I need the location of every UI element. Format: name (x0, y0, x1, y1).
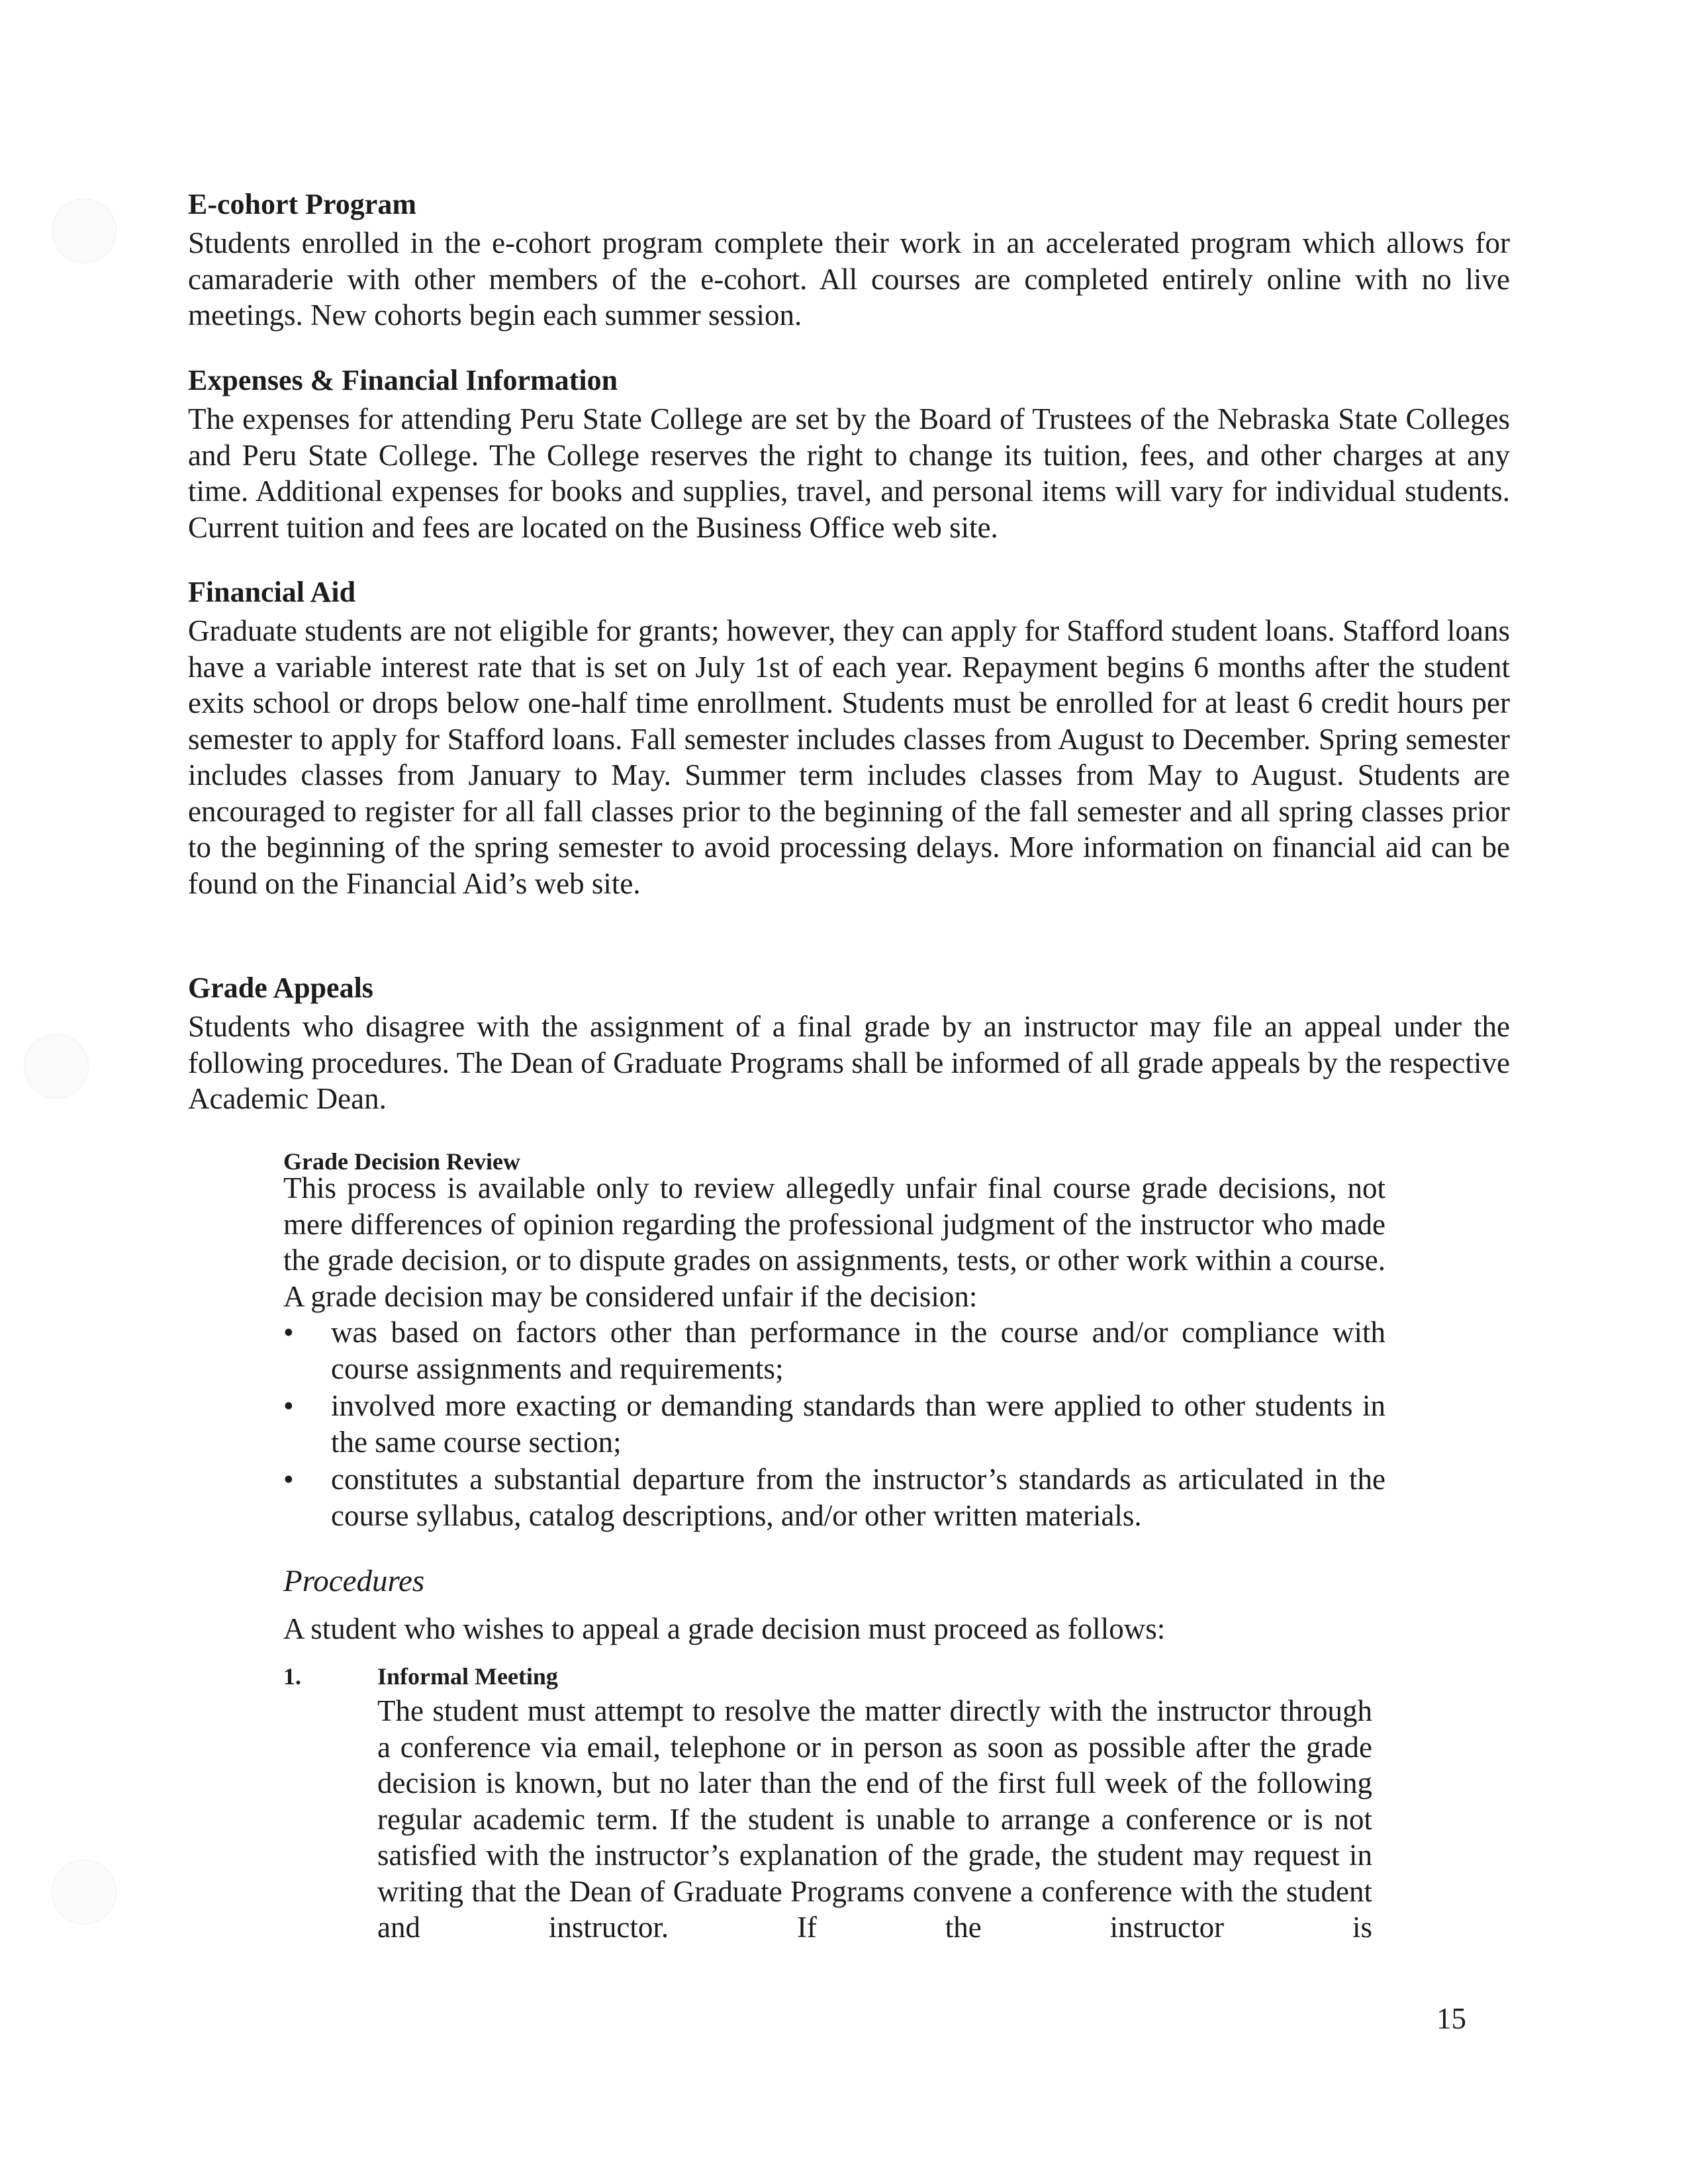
bullet-icon: • (283, 1316, 294, 1349)
punch-hole (24, 1034, 89, 1099)
ecohort-paragraph: Students enrolled in the e-cohort program complete their work in an accelerated program which allows for camaraderie with other members of the e-cohort. All courses are completed entirely online with no live meetings. New cohorts begin each summer session. (188, 226, 1510, 332)
step-number: 1. (283, 1663, 301, 1690)
step-title: Informal Meeting (377, 1663, 558, 1690)
list-item (283, 1461, 1385, 1533)
list-item (283, 1388, 1385, 1460)
page-number: 15 (1436, 2002, 1466, 2035)
list-item (283, 1314, 1385, 1387)
procedures-intro: A student who wishes to appeal a grade decision must proceed as follows: (283, 1612, 1166, 1645)
punch-hole (52, 1860, 117, 1925)
bullet-icon: • (283, 1389, 294, 1422)
unfair-criteria-list (283, 1314, 1385, 1535)
grade-decision-review-paragraph: This process is available only to review allegedly unfair final course grade decisions, not mere differences of opinion regarding the professional judgment of the instructor who made the grade decision, or to dispute grades on assignments, tests, or other work within a course. A grade decision may be considered unfair if the decision: (283, 1171, 1385, 1313)
grade-appeals-heading: Grade Appeals (188, 972, 373, 1004)
grade-decision-review-heading: Grade Decision Review (283, 1148, 520, 1175)
list-item-text: was based on factors other than performance in the course and/or compliance with course assignments and requirements; (331, 1316, 1385, 1385)
list-item-text: involved more exacting or demanding standards than were applied to other students in the same course section; (331, 1389, 1385, 1459)
financial-aid-paragraph: Graduate students are not eligible for grants; however, they can apply for Stafford student loans. Stafford loans have a variable interest rate that is set on July 1st of each year. Repayment begins 6 months after the student exits school or drops below one-half time enrollment. Students must be enrolled for at least 6 credit hours per semester to apply for Stafford loans. Fall semester includes classes from August to December. Spring semester includes classes from January to May. Summer term includes classes from May to August. Students are encouraged to register for all fall classes prior to the beginning of the fall semester and all spring classes prior to the beginning of the spring semester to avoid processing delays. More information on financial aid can be found on the Financial Aid’s web site. (188, 614, 1510, 900)
bullet-icon: • (283, 1463, 294, 1496)
financial-aid-heading: Financial Aid (188, 576, 356, 608)
expenses-heading: Expenses & Financial Information (188, 364, 618, 396)
grade-appeals-paragraph: Students who disagree with the assignment of a final grade by an instructor may file an appeal under the following procedures. The Dean of Graduate Programs shall be informed of all grade appeals by the respective Academic Dean. (188, 1010, 1510, 1115)
list-item-text: constitutes a substantial departure from the instructor’s standards as articulated in the course syllabus, catalog descriptions, and/or other written materials. (331, 1463, 1385, 1532)
procedures-heading: Procedures (283, 1564, 425, 1598)
ecohort-heading: E-cohort Program (188, 188, 416, 220)
punch-hole (52, 199, 117, 263)
step-body: The student must attempt to resolve the matter directly with the instructor through a conference via email, telephone or in person as soon as possible after the grade decision is known, but no later than the end of the first full week of the following regular academic term. If the student is unable to arrange a conference or is not satisfied with the instructor’s explanation of the grade, the student may request in writing that the Dean of Graduate Programs convene a conference with the student and instructor. If the instructor is (377, 1694, 1372, 1944)
expenses-paragraph: The expenses for attending Peru State College are set by the Board of Trustees of the Nebraska State Colleges and Peru State College. The College reserves the right to change its tuition, fees, and other charges at any time. Additional expenses for books and supplies, travel, and personal items will vary for individual students. Current tuition and fees are located on the Business Office web site. (188, 402, 1510, 544)
